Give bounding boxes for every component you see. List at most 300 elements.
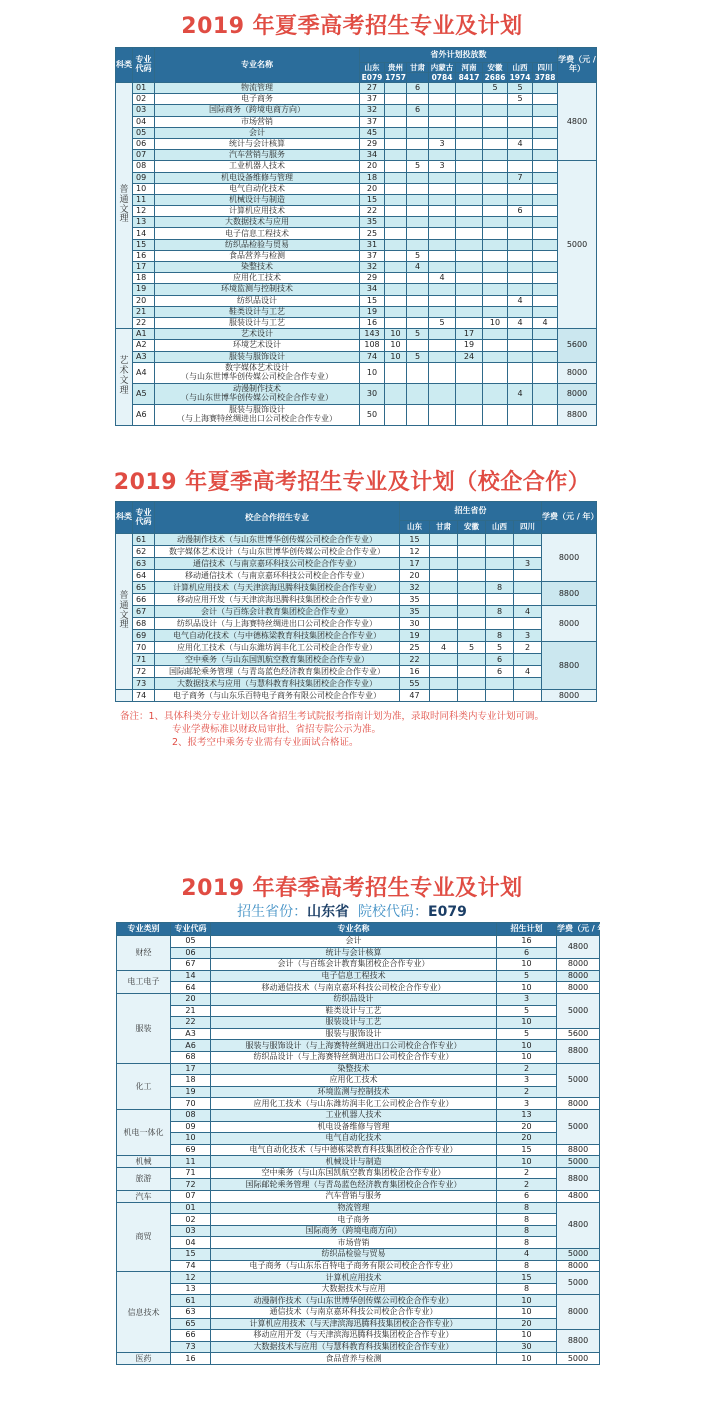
tuition-cell: 8000 [542,606,597,642]
major-code: A5 [133,383,155,404]
major-code: 73 [171,1341,211,1353]
category-cell: 普通文理 [116,534,133,690]
table-row [116,284,597,295]
plan-count [430,654,458,666]
table-row [116,666,597,678]
plan-count: 32 [360,105,385,116]
table-row [116,570,597,582]
plan-count: 10 [497,1330,557,1342]
plan-count: 6 [508,206,533,217]
header-category: 科类 [116,502,133,534]
plan-count [456,116,483,127]
category-cell: 艺术文理 [116,329,133,426]
major-name: 电子商务（与山东乐百特电子商务有限公司校企合作专业） [211,1260,497,1272]
plan-count: 2 [497,1179,557,1191]
plan-count [483,138,508,149]
major-code: 62 [133,546,155,558]
major-name: 统计与会计核算 [211,947,497,959]
plan-count [508,150,533,161]
plan-count [456,262,483,273]
plan-count: 4 [514,606,542,618]
plan-count: 4 [508,295,533,306]
plan-count [533,105,558,116]
plan-count [533,138,558,149]
plan-count: 4 [430,642,458,654]
plan-count [533,217,558,228]
plan-count: 10 [497,959,557,971]
coop-major-name: 国际邮轮乘务管理（与青岛蓝色经济教育集团校企合作专业） [155,666,400,678]
province-name: 山东 [360,63,385,73]
plan-count [483,329,508,340]
table-row [117,1179,600,1191]
plan-count: 29 [360,138,385,149]
table-row [117,1272,600,1284]
tuition-cell: 8800 [542,642,597,690]
header-provinces: 招生省份 [400,502,542,521]
plan-count: 15 [400,534,430,546]
major-code: 19 [171,1086,211,1098]
tuition-cell: 8000 [557,970,600,982]
tuition-cell: 8800 [557,1144,600,1156]
major-name-text: 物流管理 [241,83,273,93]
plan-count [458,558,486,570]
header-tuition: 学费（元 / 年） [558,48,597,83]
plan-count [533,306,558,317]
major-name: 移动应用开发（与天津滨海迅腾科技集团校企合作专业） [211,1330,497,1342]
table-row [116,558,597,570]
major-name: 服装与服饰设计（与上海赛特丝绸进出口公司校企合作专业） [211,1040,497,1052]
plan-count [385,228,407,239]
plan-count: 10 [497,1353,557,1365]
plan-count [429,83,456,94]
plan-count: 4 [533,317,558,328]
plan-count [458,678,486,690]
major-name: 会计 [211,936,497,948]
major-code: 10 [133,183,155,194]
table-row [116,250,597,261]
major-name-text: 应用化工技术 [233,273,281,283]
major-name-text: 电气自动化技术 [229,183,285,193]
plan-count [533,340,558,351]
plan-count [533,150,558,161]
tuition-cell: 8000 [542,690,597,702]
plan-count [483,116,508,127]
header-tuition: 学费（元 / 年） [557,923,600,936]
major-code: 08 [171,1109,211,1121]
plan-count [429,250,456,261]
tuition-cell: 4800 [557,1202,600,1248]
remark-line-2: 专业学费标准以财政局审批、省招专院公示为准。 [172,724,382,735]
province-name: 山西 [486,521,514,534]
major-name [155,228,360,239]
plan-count: 10 [385,329,407,340]
major-code: 17 [171,1063,211,1075]
tuition-cell: 8000 [558,383,597,404]
major-code: 01 [171,1202,211,1214]
plan-count: 17 [400,558,430,570]
plan-count: 20 [360,183,385,194]
plan-count [483,404,508,425]
plan-count: 5 [497,1005,557,1017]
plan-count [385,284,407,295]
major-code: 04 [171,1237,211,1249]
plan-count [533,194,558,205]
table-row [117,1098,600,1110]
plan-count [429,351,456,362]
major-name: 食品营养与检测 [211,1353,497,1365]
major-code: 09 [171,1121,211,1133]
major-partner-text: （与上海赛特丝绸进出口公司校企合作专业） [177,413,337,423]
plan-count [385,317,407,328]
plan-count [385,273,407,284]
table-row [117,1202,600,1214]
province-label: 招生省份： [237,904,308,920]
category-cell: 商贸 [117,1202,171,1272]
major-code: 11 [133,194,155,205]
plan-count: 37 [360,94,385,105]
major-name: 电气自动化技术（与中德栋梁教育科技集团校企合作专业） [211,1144,497,1156]
plan-count: 18 [360,172,385,183]
plan-count [456,172,483,183]
major-name [155,161,360,172]
major-name [155,340,360,351]
province-name: 安徽 [458,521,486,534]
plan-count: 5 [508,94,533,105]
major-name: 染整技术 [211,1063,497,1075]
table-row [116,83,597,94]
major-code: A6 [171,1040,211,1052]
plan-count [514,534,542,546]
plan-count: 108 [360,340,385,351]
plan-count [430,534,458,546]
plan-count [508,127,533,138]
remarks [120,710,640,749]
tuition-cell: 8000 [557,1295,600,1330]
plan-count [429,340,456,351]
table-row [117,1028,600,1040]
plan-count [533,183,558,194]
header-major-code: 专业代码 [133,48,155,83]
table-row [116,329,597,340]
major-code: 15 [133,239,155,250]
major-code: 07 [133,150,155,161]
plan-count [514,582,542,594]
tuition-cell: 4800 [557,936,600,959]
table-row [117,1040,600,1052]
plan-count [429,404,456,425]
major-name [155,183,360,194]
school-code-value: E079 [428,904,467,920]
major-code: 07 [171,1191,211,1203]
major-name: 空中乘务（与山东国凯航空教育集团校企合作专业） [211,1167,497,1179]
major-name: 移动通信技术（与南京嘉环科技公司校企合作专业） [211,982,497,994]
major-name: 电气自动化技术 [211,1133,497,1145]
plan-count [483,340,508,351]
plan-count [483,217,508,228]
plan-count [533,239,558,250]
table-row [116,618,597,630]
plan-count [486,690,514,702]
major-name [155,250,360,261]
plan-count [486,546,514,558]
major-code: A1 [133,329,155,340]
province-code: 0784 [429,73,456,83]
plan-count: 4 [497,1249,557,1261]
table-row [116,217,597,228]
plan-count [429,116,456,127]
plan-count [385,306,407,317]
table-row [117,1051,600,1063]
major-name [155,83,360,94]
major-name: 应用化工技术 [211,1075,497,1087]
plan-count [458,594,486,606]
plan-count [407,194,429,205]
table-row [116,383,597,404]
spring-title: 2019 年春季高考招生专业及计划 [181,876,523,901]
plan-count: 47 [400,690,430,702]
tuition-cell: 8800 [557,1167,600,1190]
plan-count [385,172,407,183]
plan-count: 6 [497,1191,557,1203]
major-name: 纺织品检验与贸易 [211,1249,497,1261]
table-row [116,105,597,116]
major-name-text: 服装与服饰设计 [229,351,285,361]
plan-count [430,594,458,606]
major-code: 67 [171,959,211,971]
table-row [117,993,600,1005]
province-name: 四川 [514,521,542,534]
major-name-text: 环境监测与控制技术 [221,284,293,294]
province-code: 1974 [508,73,533,83]
plan-count [385,239,407,250]
major-code: 04 [133,116,155,127]
major-name-text: 鞋类设计与工艺 [229,306,285,316]
major-code: 61 [133,534,155,546]
major-name [155,306,360,317]
coop-major-name: 会计（与百练会计教育集团校企合作专业） [155,606,400,618]
header-category: 专业类别 [117,923,171,936]
major-code: 65 [133,582,155,594]
plan-count: 10 [497,1040,557,1052]
plan-count: 19 [400,630,430,642]
tuition-cell: 8800 [557,1330,600,1353]
plan-count: 2 [497,1086,557,1098]
plan-count [456,239,483,250]
plan-count [429,383,456,404]
plan-count [429,127,456,138]
major-name: 纺织品设计 [211,993,497,1005]
plan-count: 2 [497,1167,557,1179]
plan-count: 34 [360,284,385,295]
plan-count: 30 [400,618,430,630]
table-row [117,1225,600,1237]
spring-plan-table [116,922,614,1365]
major-name: 国际邮轮乘务管理（与青岛蓝色经济教育集团校企合作专业） [211,1179,497,1191]
table-row [116,94,597,105]
plan-count [483,183,508,194]
major-name [155,351,360,362]
category-cell: 电工电子 [117,970,171,993]
plan-count: 19 [456,340,483,351]
plan-count [458,606,486,618]
major-code: 22 [171,1017,211,1029]
major-code: 69 [133,630,155,642]
major-code: 72 [171,1179,211,1191]
plan-count [533,94,558,105]
major-partner-text: （与山东世博华创传媒公司校企合作专业） [181,371,333,381]
plan-count [533,329,558,340]
plan-count [486,618,514,630]
plan-count [483,194,508,205]
province-name: 四川 [533,63,558,73]
plan-count: 143 [360,329,385,340]
tuition-cell: 5000 [557,1249,600,1261]
major-code: 68 [171,1051,211,1063]
plan-count [430,570,458,582]
major-code: A6 [133,404,155,425]
plan-count [458,654,486,666]
plan-count: 3 [497,1098,557,1110]
plan-count [407,127,429,138]
plan-count [429,206,456,217]
major-name-text: 服装与服饰设计 [229,404,285,414]
plan-count: 5 [407,351,429,362]
plan-count: 10 [497,982,557,994]
major-code: 11 [171,1156,211,1168]
plan-count: 8 [497,1283,557,1295]
plan-count [429,150,456,161]
table-row [116,678,597,690]
plan-count: 8 [497,1237,557,1249]
major-name: 机械设计与制造 [211,1156,497,1168]
plan-count [486,678,514,690]
major-name-text: 纺织品设计 [237,295,277,305]
plan-count [483,262,508,273]
plan-count [385,217,407,228]
plan-count: 5 [508,83,533,94]
major-name: 物流管理 [211,1202,497,1214]
major-name-text: 市场营销 [241,116,273,126]
major-code: 72 [133,666,155,678]
major-code: A2 [133,340,155,351]
major-name: 计算机应用技术（与天津滨海迅腾科技集团校企合作专业） [211,1318,497,1330]
plan-count [456,105,483,116]
plan-count [456,138,483,149]
plan-count [385,138,407,149]
header-major-name: 专业名称 [211,923,497,936]
major-name-text: 汽车营销与服务 [229,150,285,160]
plan-count [514,690,542,702]
table-row [116,273,597,284]
plan-count [508,250,533,261]
table-row [117,1121,600,1133]
table-row [117,1318,600,1330]
major-name [155,317,360,328]
plan-count: 4 [508,317,533,328]
plan-count: 10 [497,1051,557,1063]
plan-count [430,666,458,678]
coop-major-name: 空中乘务（与山东国凯航空教育集团校企合作专业） [155,654,400,666]
table-row [117,1295,600,1307]
plan-count [483,306,508,317]
plan-count [385,295,407,306]
plan-count [508,228,533,239]
plan-count [508,306,533,317]
plan-count: 29 [360,273,385,284]
plan-count [407,172,429,183]
major-code: 74 [133,690,155,702]
plan-count [458,534,486,546]
plan-count: 30 [360,383,385,404]
plan-count: 15 [360,295,385,306]
plan-count: 5 [458,642,486,654]
major-code: 61 [171,1295,211,1307]
plan-count: 10 [385,351,407,362]
plan-count: 19 [360,306,385,317]
plan-count: 55 [400,678,430,690]
plan-count: 25 [360,228,385,239]
province-code [407,73,429,83]
category-cell: 服装 [117,993,171,1063]
plan-count [385,105,407,116]
plan-count [508,194,533,205]
plan-count [456,317,483,328]
plan-count [456,362,483,383]
plan-count: 7 [508,172,533,183]
plan-count [508,262,533,273]
plan-count [483,383,508,404]
plan-count [456,150,483,161]
major-code: 63 [133,558,155,570]
major-name [155,94,360,105]
table-row [117,1330,600,1342]
plan-count: 20 [497,1121,557,1133]
major-code: 05 [171,936,211,948]
table-row [117,1191,600,1203]
plan-count [429,194,456,205]
major-name [155,172,360,183]
table-row [117,1086,600,1098]
plan-count: 74 [360,351,385,362]
plan-count: 5 [407,250,429,261]
plan-count [514,570,542,582]
plan-count: 10 [497,1156,557,1168]
plan-count [385,404,407,425]
plan-count: 13 [497,1109,557,1121]
major-name-text: 动漫制作技术 [233,383,281,393]
plan-count [429,239,456,250]
table-row [116,534,597,546]
major-name [155,239,360,250]
plan-count [430,582,458,594]
plan-count: 5 [486,642,514,654]
coop-major-name: 动漫制作技术（与山东世博华创传媒公司校企合作专业） [155,534,400,546]
major-code: 15 [171,1249,211,1261]
plan-count: 8 [486,606,514,618]
plan-count [458,690,486,702]
plan-count [429,105,456,116]
table-row [116,404,597,425]
plan-count: 15 [360,194,385,205]
plan-count [483,239,508,250]
plan-count [533,262,558,273]
plan-count [533,83,558,94]
plan-count: 6 [497,947,557,959]
tuition-cell: 8800 [558,404,597,425]
plan-count [483,284,508,295]
coop-major-name: 应用化工技术（与山东潍坊润丰化工公司校企合作专业） [155,642,400,654]
plan-count [429,362,456,383]
